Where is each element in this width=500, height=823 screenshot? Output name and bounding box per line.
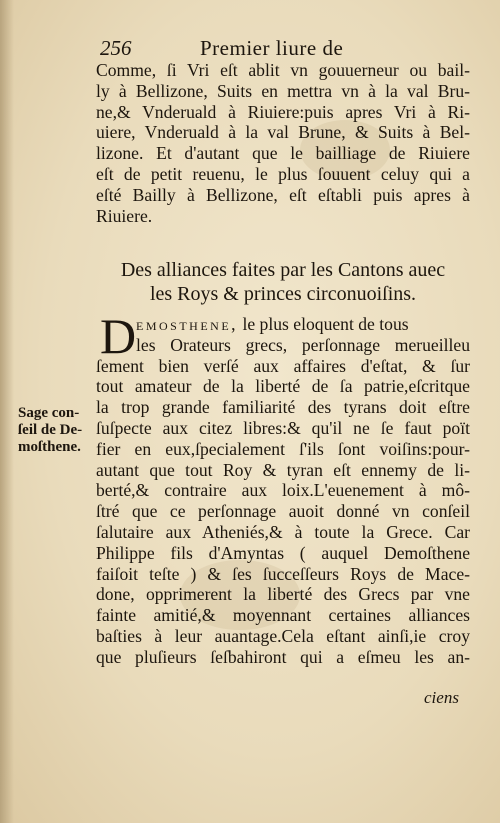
drop-cap: D xyxy=(100,308,137,364)
text-line: uiere, Vnderuald à la val Brune, & Suits à Bel- xyxy=(96,122,470,143)
margin-note-line: moſthene. xyxy=(18,439,81,455)
text-line: ſtré que ce perſonnage auoit donné vn conſeil xyxy=(96,501,470,522)
heading-line: Des alliances faites par les Cantons auec xyxy=(120,259,446,281)
text-line: eſté Bailly à Bellizone, eſt eſtabli puis apres à xyxy=(96,184,470,205)
margin-note-line: Sage con- xyxy=(18,405,80,421)
section-heading xyxy=(96,258,470,306)
page-number: 256 xyxy=(100,36,132,60)
text-line: ſalutaire aux Atheniés,& à toute la Grece. Car xyxy=(96,521,470,542)
margin-note xyxy=(18,405,96,456)
running-title: Premier liure de xyxy=(200,36,344,60)
margin-note-line: ſeil de De- xyxy=(18,422,83,438)
text-line: ſuſpecte aux citez libres:& qu'il ne ſe faut poït xyxy=(96,417,470,438)
text-line: tout amateur de la liberté de ſa patrie,eſcritque xyxy=(96,376,470,397)
text-line: Riuiere. xyxy=(96,205,153,226)
text-line: la trop grande familiarité des tyrans doit eſtre xyxy=(96,397,470,418)
text-line: Philippe fils d'Amyntas ( auquel Demoſthene xyxy=(96,542,470,563)
text-line: autant que tout Roy & tyran eſt ennemy de li- xyxy=(96,459,470,480)
text-line: eſt de petit reuenu, le plus ſouuent celuy qui a xyxy=(96,163,470,184)
text-line: lizone. Et d'autant que le bailliage de Riuiere xyxy=(96,143,470,164)
first-line-rest: le plus eloquent de tous xyxy=(238,314,409,334)
text-line: baſties à leur auantage.Cela eſtant ainſi,ie croy xyxy=(96,625,470,646)
text-line: Comme, ſi Vri eſt ablit vn gouuerneur ou bail- xyxy=(96,60,470,80)
text-line: berté,& contraire aux loix.L'euenement à mô- xyxy=(96,480,470,501)
paragraph-1 xyxy=(96,60,470,226)
text-line: ne,& Vnderuald à Riuiere:puis apres Vri à Ri- xyxy=(96,101,470,122)
text-line: ſement bien verſé aux affaires d'eſtat, & ſur xyxy=(96,355,470,376)
gutter-shadow xyxy=(0,0,14,823)
catchword: ciens xyxy=(424,688,459,707)
heading-line: les Roys & princes circonuoiſins. xyxy=(149,283,417,305)
text-line: done, opprimerent la liberté des Grecs par vne xyxy=(96,584,470,605)
text-line: faiſoit teſte ) & ſes ſucceſſeurs Roys de Mace- xyxy=(96,563,470,584)
text-line-first xyxy=(96,314,470,335)
text-line: les Orateurs grecs, perſonnage merueilleu xyxy=(136,334,470,355)
text-line: fainte amitié,& moyennant certaines alliances xyxy=(96,605,470,626)
text-line: fier en eux,ſpecialement ſ'ils ſont voiſins:pour- xyxy=(96,438,470,459)
text-line: ly à Bellizone, Suits en mettra vn à la val Bru- xyxy=(96,80,470,101)
paragraph-2 xyxy=(96,308,470,668)
text-line: que pluſieurs ſeſbahiront qui a eſmeu les an- xyxy=(96,646,470,667)
first-word-smallcaps: emosthene, xyxy=(136,314,239,334)
page-header xyxy=(100,36,460,62)
